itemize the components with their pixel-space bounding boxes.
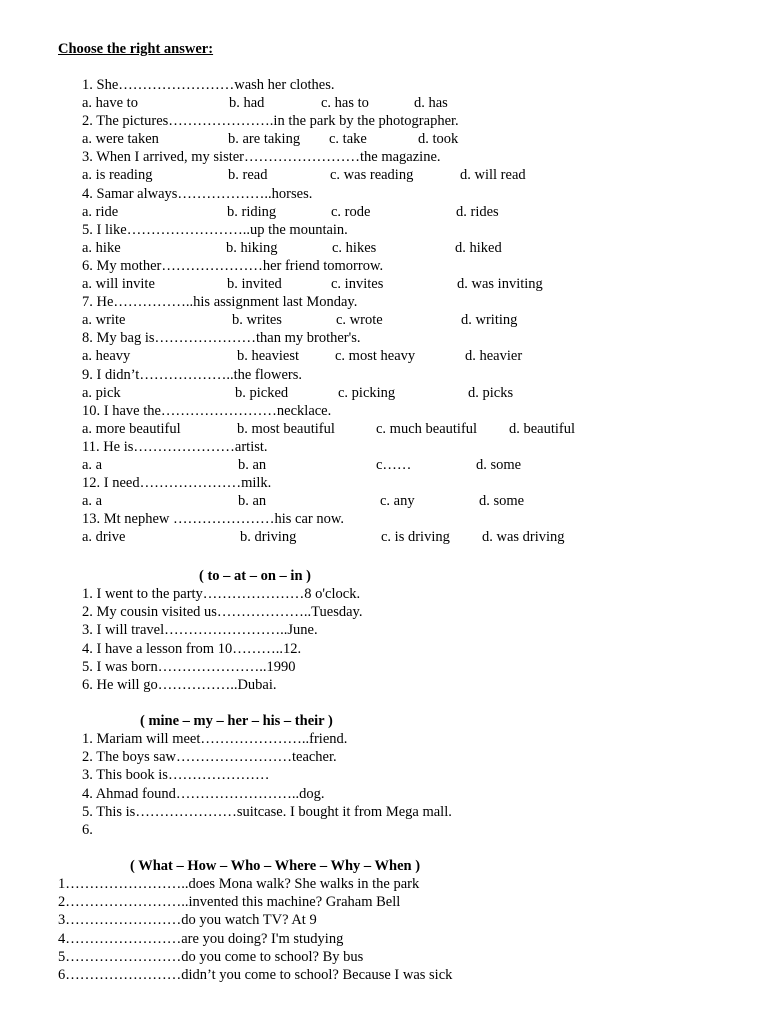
mcq-option[interactable]: d. hiked [455,239,502,256]
section4-heading: ( What – How – Who – Where – Why – When ) [130,858,421,874]
mcq-option[interactable]: d. has [414,95,448,111]
mcq-option[interactable]: d. some [476,457,522,473]
list-item: 6. He will go……………..Dubai. [82,677,277,693]
mcq-question: 2. The pictures………………….in the park by the photographer. [82,113,459,130]
mcq-question: 1. She……………………wash her clothes. [82,77,335,93]
mcq-option[interactable]: a. drive [82,529,126,546]
mcq-option[interactable]: c. has to [321,95,369,111]
mcq-option[interactable]: d. will read [460,167,526,184]
mcq-question: 7. He……………..his assignment last Monday. [82,294,358,311]
mcq-question: 11. He is…………………artist. [82,439,268,455]
mcq-option[interactable]: d. took [418,131,459,148]
mcq-option[interactable]: d. some [479,493,525,510]
list-item: 4. Ahmad found……………………..dog. [82,785,325,802]
list-item: 3. This book is………………… [82,767,270,784]
mcq-question: 3. When I arrived, my sister……………………the magazine. [82,149,441,166]
mcq-option[interactable]: a. pick [82,384,121,401]
mcq-option[interactable]: b. most beautiful [237,420,335,437]
mcq-option[interactable]: b. are taking [228,131,301,148]
list-item: 3. I will travel……………………..June. [82,622,318,639]
list-item: 4……………………are you doing? I'm studying [58,930,344,947]
mcq-option[interactable]: a. ride [82,203,119,220]
section3-heading: ( mine – my – her – his – their ) [140,713,333,729]
mcq-option[interactable]: a. a [82,457,103,473]
mcq-option[interactable]: d. rides [456,203,499,220]
mcq-question: 10. I have the……………………necklace. [82,402,332,419]
mcq-option[interactable]: b. picked [235,384,289,401]
list-item: 5. This is…………………suitcase. I bought it from Mega mall. [82,803,452,820]
mcq-option[interactable]: d. picks [468,384,514,401]
mcq-option[interactable]: d. writing [461,312,518,329]
mcq-option[interactable]: b. hiking [226,239,278,256]
list-item: 1……………………..does Mona walk? She walks in the park [58,876,420,892]
list-item: 4. I have a lesson from 10………..12. [82,640,302,657]
list-item: 2. My cousin visited us………………..Tuesday. [82,604,363,621]
mcq-question: 13. Mt nephew …………………his car now. [82,511,345,528]
mcq-question: 6. My mother…………………her friend tomorrow. [82,258,384,274]
mcq-option[interactable]: c. rode [331,203,371,220]
mcq-option[interactable]: b. an [238,457,267,473]
mcq-option[interactable]: c. most heavy [335,348,416,365]
mcq-option[interactable]: c. any [380,493,415,510]
mcq-option[interactable]: c. picking [338,384,396,401]
mcq-option[interactable]: b. an [238,493,267,510]
list-item: 5……………………do you come to school? By bus [58,948,364,965]
mcq-option[interactable]: a. heavy [82,348,131,365]
mcq-option[interactable]: c…… [376,457,412,473]
mcq-question: 8. My bag is…………………than my brother's. [82,330,361,347]
mcq-question: 4. Samar always………………..horses. [82,185,313,202]
list-item: 6……………………didn’t you come to school? Because I was sick [58,967,453,983]
list-item: 3……………………do you watch TV? At 9 [58,912,317,929]
mcq-option[interactable]: d. was inviting [457,276,543,292]
list-item: 2……………………..invented this machine? Graham Bell [58,894,401,911]
mcq-option[interactable]: b. driving [240,529,297,546]
mcq-option[interactable]: a. write [82,312,126,329]
mcq-option[interactable]: b. writes [232,312,282,329]
worksheet-title: Choose the right answer: [58,41,214,57]
mcq-option[interactable]: a. have to [82,95,138,111]
mcq-option[interactable]: c. much beautiful [376,420,478,437]
mcq-option[interactable]: b. had [229,95,265,111]
list-item: 6. [82,822,93,838]
list-item: 1. I went to the party…………………8 o'clock. [82,586,361,602]
mcq-option[interactable]: a. more beautiful [82,420,181,437]
mcq-question: 5. I like……………………..up the mountain. [82,221,348,238]
mcq-option[interactable]: c. invites [331,276,384,292]
list-item: 5. I was born…………………..1990 [82,658,296,675]
mcq-option[interactable]: c. wrote [336,312,383,329]
mcq-question: 12. I need…………………milk. [82,475,272,492]
list-item: 2. The boys saw……………………teacher. [82,749,337,766]
section2-heading: ( to – at – on – in ) [199,568,311,584]
mcq-option[interactable]: a. is reading [82,167,153,184]
mcq-option[interactable]: a. will invite [82,276,155,292]
mcq-option[interactable]: b. read [228,167,268,184]
mcq-option[interactable]: d. heavier [465,348,523,365]
mcq-question: 9. I didn’t………………..the flowers. [82,366,303,383]
mcq-option[interactable]: d. beautiful [509,420,576,437]
mcq-option[interactable]: a. were taken [82,131,159,148]
mcq-option[interactable]: a. a [82,493,103,510]
mcq-option[interactable]: d. was driving [482,529,565,546]
mcq-option[interactable]: a. hike [82,239,121,256]
mcq-option[interactable]: c. is driving [381,529,450,546]
list-item: 1. Mariam will meet…………………..friend. [82,731,348,747]
mcq-option[interactable]: b. riding [227,203,277,220]
mcq-option[interactable]: b. heaviest [237,348,300,365]
mcq-option[interactable]: c. take [329,131,367,148]
mcq-option[interactable]: b. invited [227,276,282,292]
mcq-option[interactable]: c. was reading [330,167,414,184]
mcq-option[interactable]: c. hikes [332,239,377,256]
